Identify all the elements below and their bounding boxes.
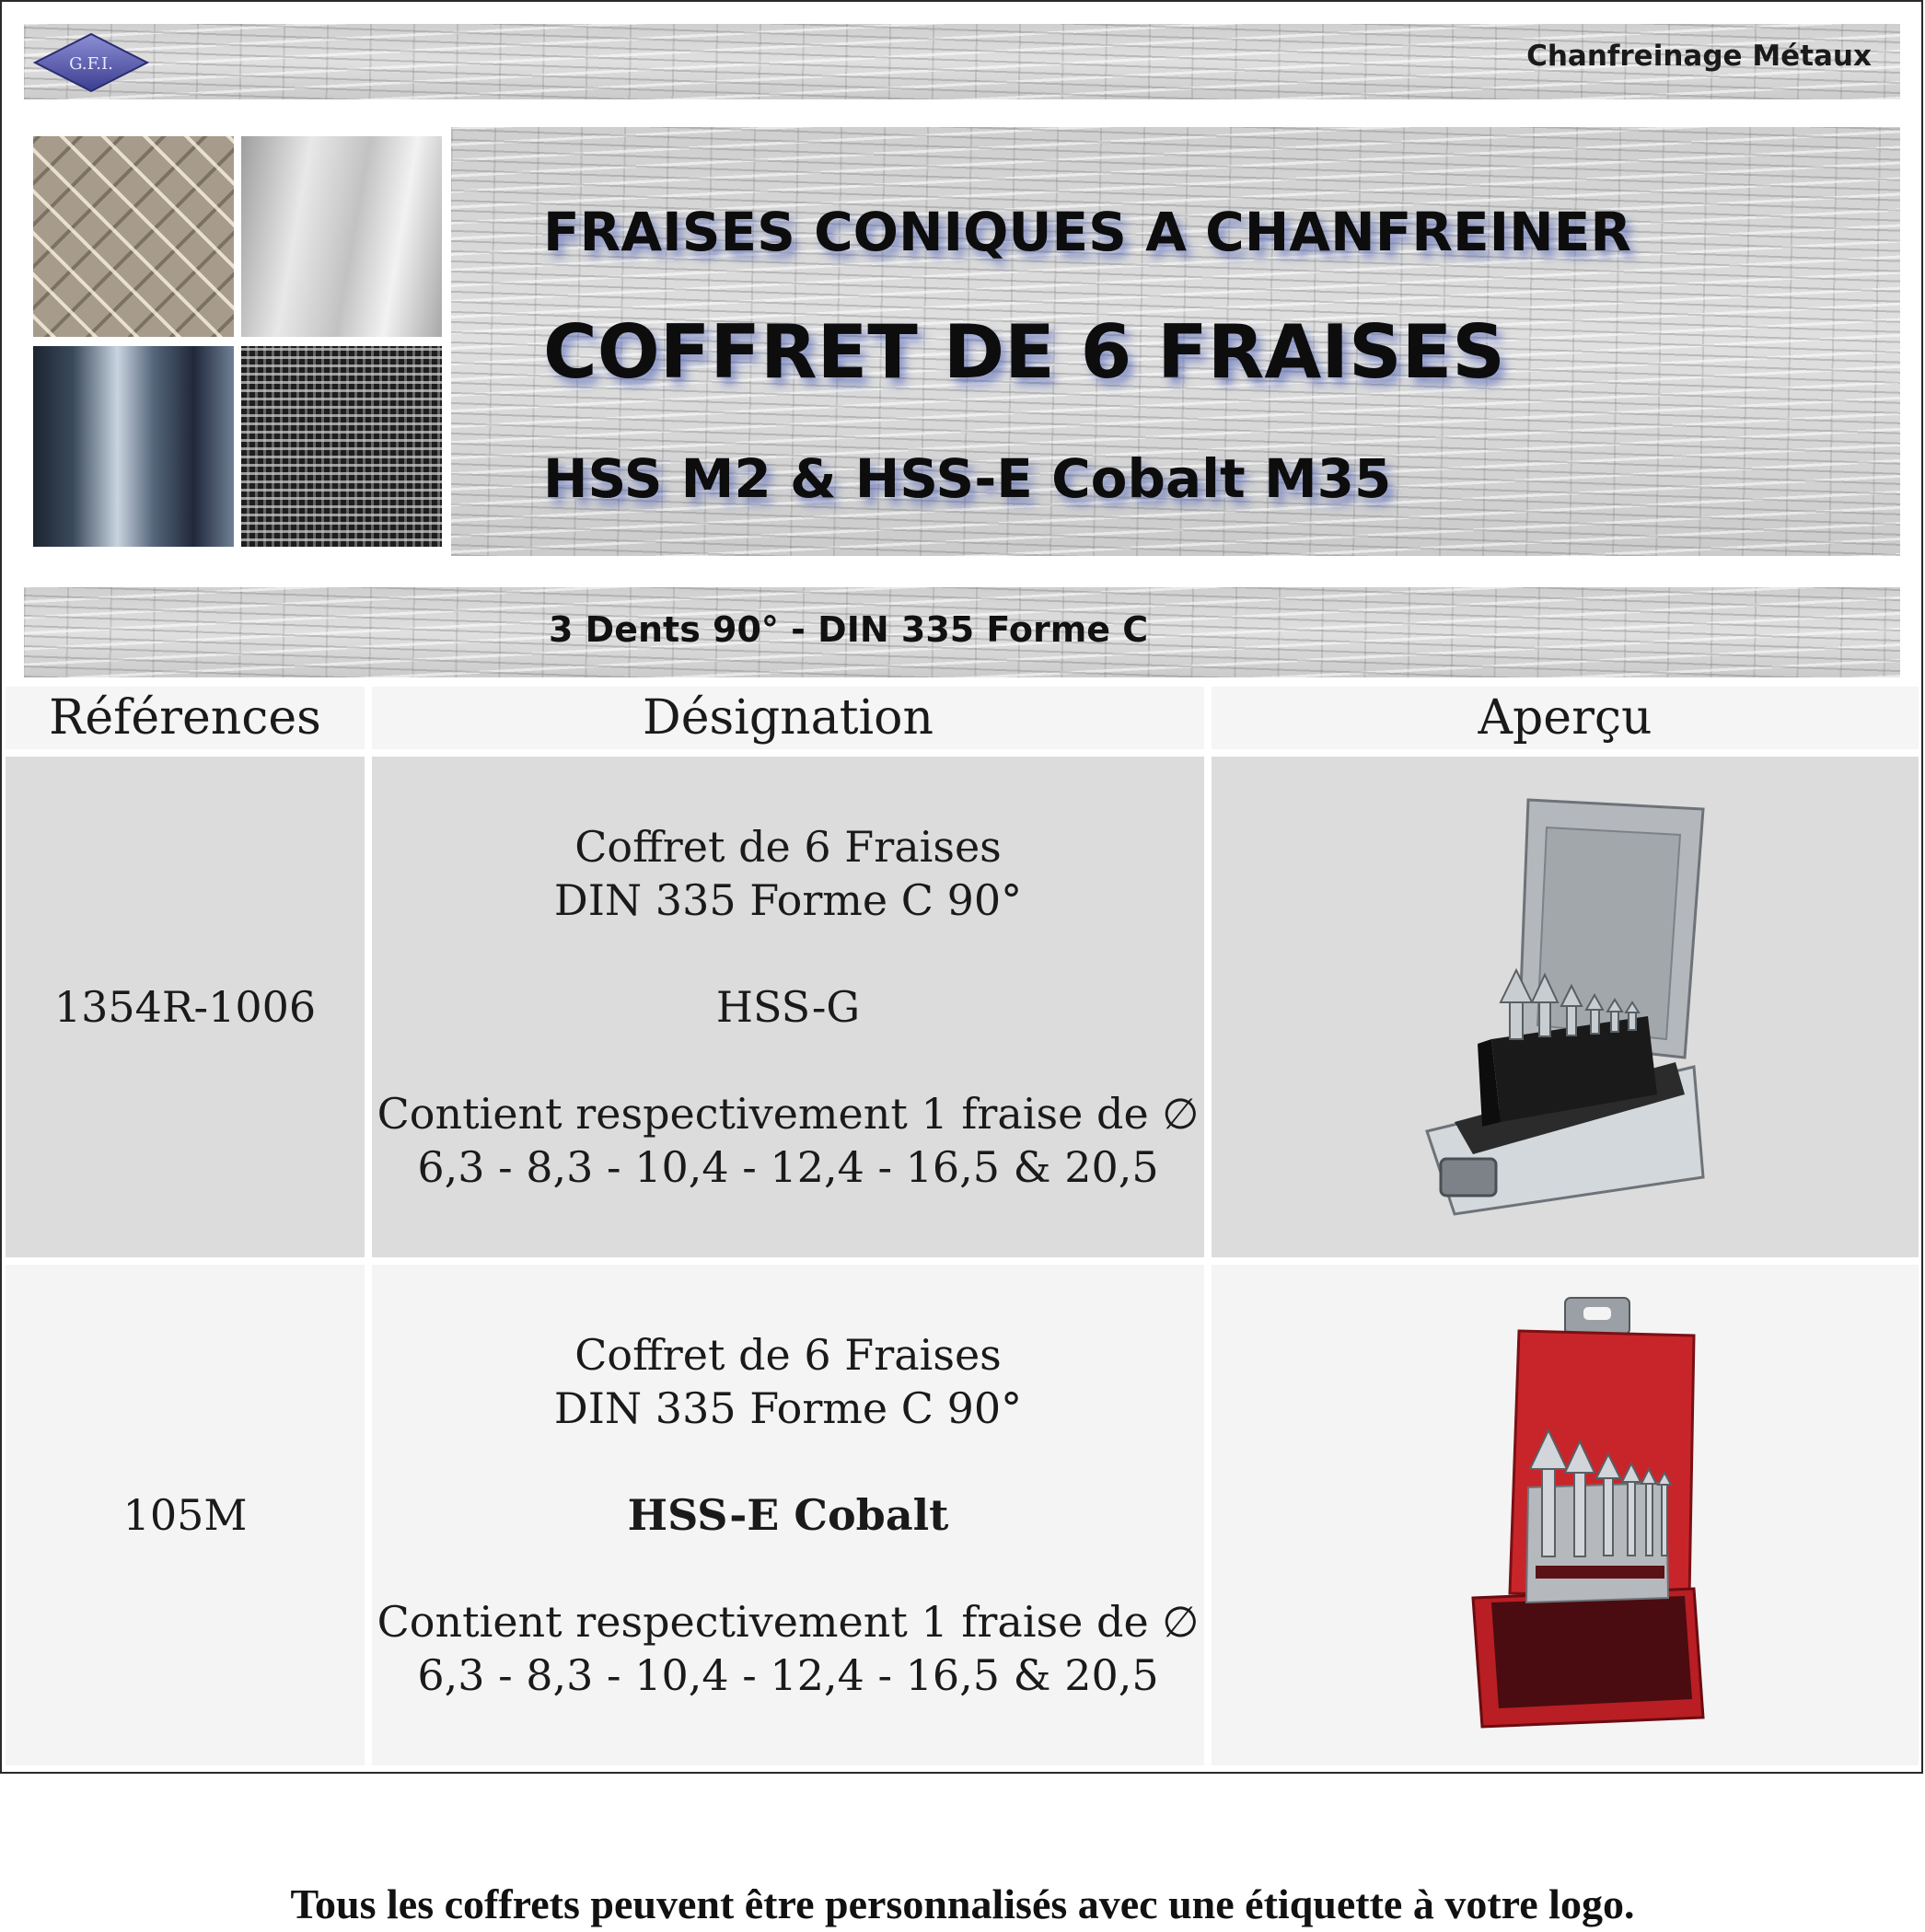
table-row-2-reference — [6, 1265, 365, 1765]
reference-value: 105M — [122, 1490, 248, 1540]
footer-note: Tous les coffrets peuvent être personnalisés avec une étiquette à votre logo. — [290, 1880, 1635, 1927]
designation-line2: DIN 335 Forme C 90° — [553, 875, 1023, 925]
subtitle-text: 3 Dents 90° - DIN 335 Forme C — [549, 609, 1149, 650]
polished-metal-texture — [33, 346, 234, 547]
designation-material: HSS-E Cobalt — [627, 1490, 949, 1540]
header-designation: Désignation — [372, 687, 1204, 749]
reference-value: 1354R-1006 — [53, 982, 317, 1032]
header-references: Références — [6, 687, 365, 749]
designation-contents-1: Contient respectivement 1 fraise de ∅ — [377, 1597, 1200, 1647]
designation-material: HSS-G — [715, 982, 861, 1032]
banner-title-line2: COFFRET DE 6 FRAISES — [543, 309, 1505, 395]
table-row-2-designation — [372, 1265, 1204, 1765]
header-apercu: Aperçu — [1212, 687, 1919, 749]
gfi-logo — [31, 30, 151, 95]
category-title: Chanfreinage Métaux — [1526, 40, 1872, 73]
material-textures — [33, 136, 444, 547]
designation-contents-1: Contient respectivement 1 fraise de ∅ — [377, 1089, 1200, 1139]
title-banner — [451, 127, 1900, 556]
subtitle-bar — [24, 587, 1900, 677]
table-row-2-apercu — [1212, 1265, 1919, 1765]
checker-plate-texture — [33, 136, 234, 337]
red-metal-case-image — [1418, 1294, 1712, 1736]
designation-contents-2: 6,3 - 8,3 - 10,4 - 12,4 - 16,5 & 20,5 — [417, 1650, 1159, 1700]
banner-title-line3: HSS M2 & HSS-E Cobalt M35 — [543, 447, 1392, 510]
designation-contents-2: 6,3 - 8,3 - 10,4 - 12,4 - 16,5 & 20,5 — [417, 1142, 1159, 1192]
brushed-steel-texture — [241, 136, 442, 337]
table-row-1-apercu — [1212, 757, 1919, 1257]
table-row-1-designation — [372, 757, 1204, 1257]
designation-line1: Coffret de 6 Fraises — [574, 822, 1002, 872]
table-row-1-reference — [6, 757, 365, 1257]
designation-line1: Coffret de 6 Fraises — [574, 1330, 1002, 1380]
logo-text: G.F.I. — [69, 54, 113, 74]
metal-mesh-texture — [241, 346, 442, 547]
designation-line2: DIN 335 Forme C 90° — [553, 1383, 1023, 1433]
grey-plastic-case-image — [1390, 791, 1740, 1223]
banner-title-line1: FRAISES CONIQUES A CHANFREINER — [543, 201, 1632, 263]
